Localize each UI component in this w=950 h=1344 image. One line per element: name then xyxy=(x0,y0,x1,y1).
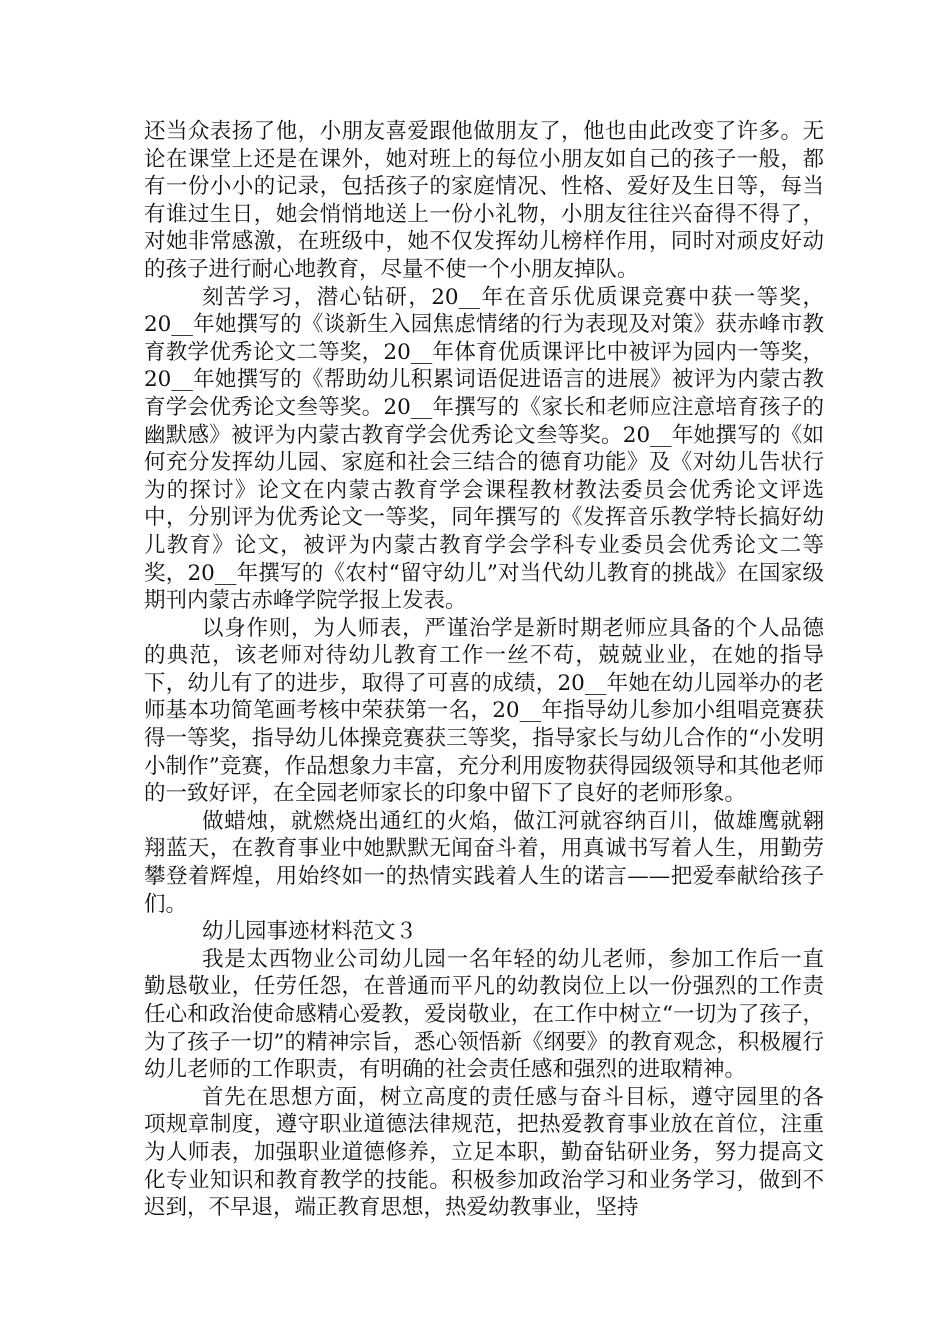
paragraph: 首先在思想方面，树立高度的责任感与奋斗目标，遵守园里的各项规章制度，遵守职业道德法律规范，把热爱教育事业放在首位，注重为人师表，加强职业道德修养，立足本职，勤奋钻研业务，努力提高文化专业知识和教育教学的技能。积极参加政治学习和业务学习，做到不迟到，不早退，端正教育思想，热爱幼教事业，坚持 xyxy=(144,1084,824,1221)
paragraph: 我是太西物业公司幼儿园一名年轻的幼儿老师，参加工作后一直勤恳敬业，任劳任怨，在普通而平凡的幼教岗位上以一份强烈的工作责任心和政治使命感精心爱教，爱岗敬业，在工作中树立“一切为了孩子，为了孩子一切”的精神宗旨，悉心领悟新《纲要》的教育观念，积极履行幼儿老师的工作职责，有明确的社会责任感和强烈的进取精神。 xyxy=(144,946,824,1083)
paragraph: 还当众表扬了他，小朋友喜爱跟他做朋友了，他也由此改变了许多。无论在课堂上还是在课外，她对班上的每位小朋友如自己的孩子一般，都有一份小小的记录，包括孩子的家庭情况、性格、爱好及生日等，每当有谁过生日，她会悄悄地送上一份小礼物，小朋友往往兴奋得不得了，对她非常感激，在班级中，她不仅发挥幼儿榜样作用，同时对顽皮好动的孩子进行耐心地教育，尽量不使一个小朋友掉队。 xyxy=(144,119,824,282)
paragraph: 以身作则，为人师表，严谨治学是新时期老师应具备的个人品德的典范，该老师对待幼儿教育工作一丝不苟，兢兢业业，在她的指导下，幼儿有了的进步，取得了可喜的成绩，20__年她在幼儿园举办的老师基本功简笔画考核中荣获第一名，20__年指导幼儿参加小组唱竞赛获得一等奖，指导幼儿体操竞赛获三等奖，指导家长与幼儿合作的“小发明小制作”竞赛，作品想象力丰富，充分利用废物获得园级领导和其他老师的一致好评，在全园老师家长的印象中留下了良好的老师形象。 xyxy=(144,615,824,807)
section-heading: 幼儿园事迹材料范文３ xyxy=(202,919,418,945)
paragraph: 刻苦学习，潜心钻研，20__年在音乐优质课竞赛中获一等奖，20__年她撰写的《谈新生入园焦虑情绪的行为表现及对策》获赤峰市教育教学优秀论文二等奖，20__年体育优质课评比中被评为园内一等奖，20__年她撰写的《帮助幼儿积累词语促进语言的进展》被评为内蒙古教育学会优秀论文叁等奖。20__年撰写的《家长和老师应注意培育孩子的幽默感》被评为内蒙古教育学会优秀论文叁等奖。20__年她撰写的《如何充分发挥幼儿园、家庭和社会三结合的德育功能》及《对幼儿告状行为的探讨》论文在内蒙古教育学会课程教材教法委员会优秀论文评选中，分别评为优秀论文一等奖，同年撰写的《发挥音乐教学特长搞好幼儿教育》论文，被评为内蒙古教育学会学科专业委员会优秀论文二等奖，20__年撰写的《农村“留守幼儿”对当代幼儿教育的挑战》在国家级期刊内蒙古赤峰学院学报上发表。 xyxy=(144,284,824,614)
document-body xyxy=(144,118,824,1222)
paragraph: 做蜡烛，就燃烧出通红的火焰，做江河就容纳百川，做雄鹰就翱翔蓝天，在教育事业中她默默无闻奋斗着，用真诚书写着人生，用勤劳攀登着辉煌，用始终如一的热情实践着人生的诺言——把爱奉献给孩子们。 xyxy=(144,808,824,917)
